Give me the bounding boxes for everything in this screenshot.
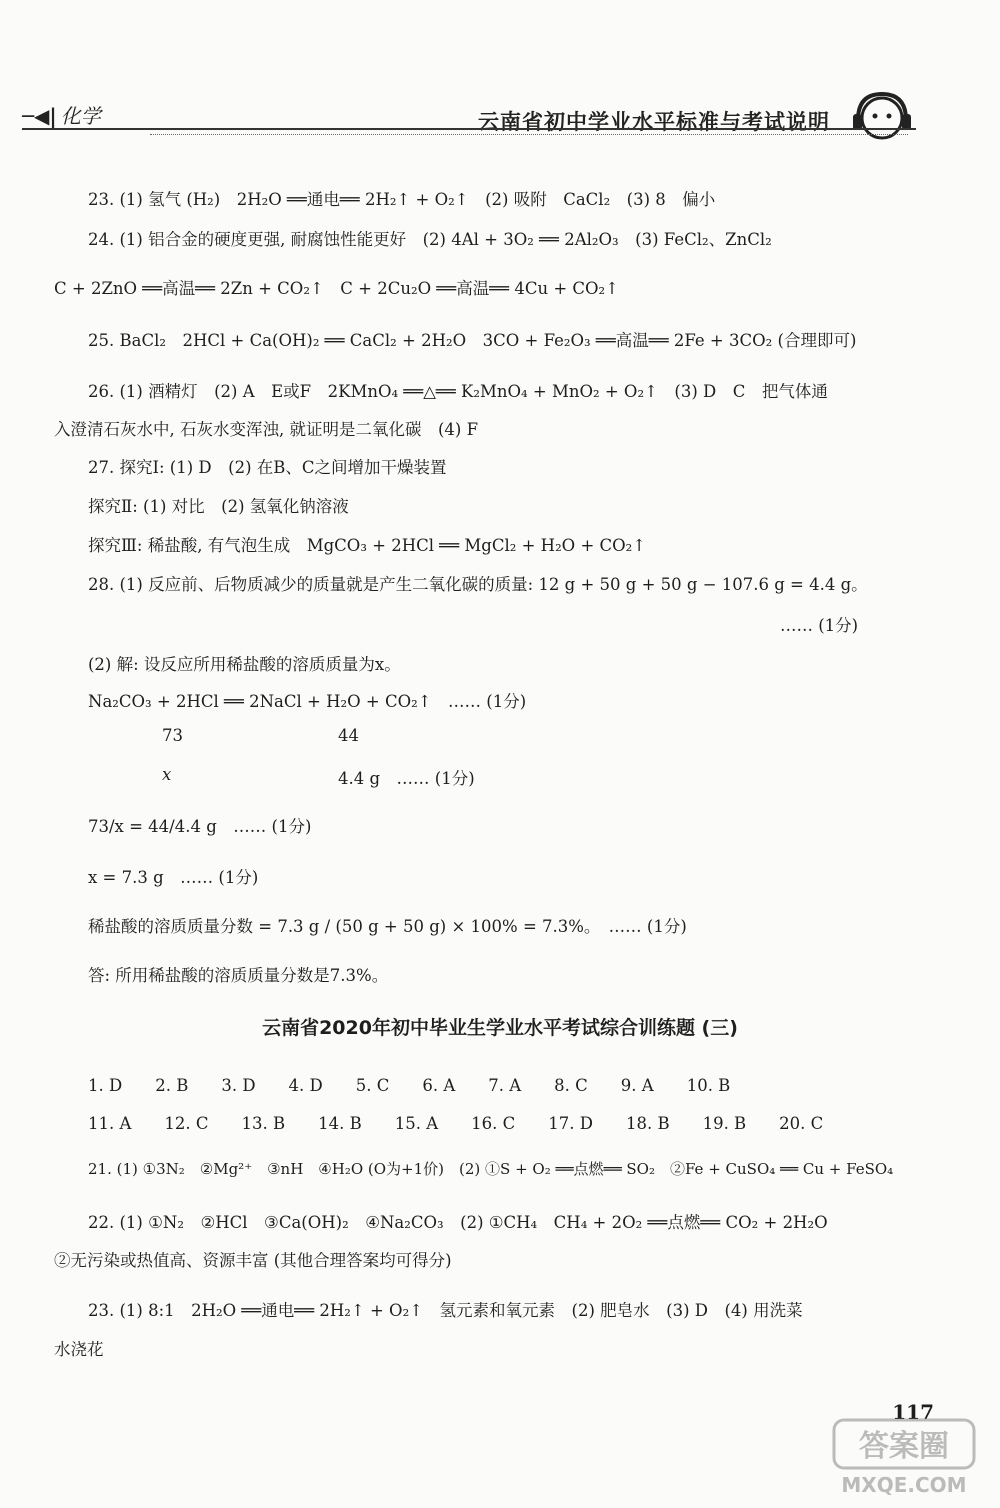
svg-text:答案圈: 答案圈 [859, 1429, 949, 1464]
header-rule [22, 128, 916, 130]
fraction-line: 稀盐酸的溶质质量分数 = 7.3 g / (50 g + 50 g) × 100% = 7.3%。 …… (1分) [88, 917, 687, 936]
page-number: 117 [892, 1400, 934, 1424]
ratio-value: 4.4 g …… (1分) [338, 769, 475, 788]
conclusion-line: 答: 所用稀盐酸的溶质质量分数是7.3%。 [88, 966, 389, 985]
mc-answers-row: 1. D 2. B 3. D 4. D 5. C 6. A 7. A 8. C 9. A 10. B [88, 1076, 731, 1095]
mc-answers-row: 11. A 12. C 13. B 14. B 15. A 16. C 17. D 18. B 19. B 20. C [88, 1114, 824, 1133]
answer-line: ②无污染或热值高、资源丰富 (其他合理答案均可得分) [54, 1251, 452, 1270]
svg-text:MXQE.COM: MXQE.COM [841, 1473, 967, 1497]
ratio-value: 73 [162, 726, 183, 745]
answer-line: 26. (1) 酒精灯 (2) A E或F 2KMnO₄ ══△══ K₂MnO₄ + MnO₂ + O₂↑ (3) D C 把气体通 [88, 382, 828, 401]
answer-line: 21. (1) ①3N₂ ②Mg²⁺ ③nH ④H₂O (O为+1价) (2) ①S + O₂ ══点燃══ SO₂ ②Fe + CuSO₄ ══ Cu + FeSO₄ [88, 1160, 894, 1178]
answer-line: 24. (1) 铝合金的硬度更强, 耐腐蚀性能更好 (2) 4Al + 3O₂ ══ 2Al₂O₃ (3) FeCl₂、ZnCl₂ [88, 230, 772, 249]
answer-line: (2) 解: 设反应所用稀盐酸的溶质质量为x。 [88, 655, 401, 674]
subject-label: 化学 [60, 104, 101, 128]
mascot-headphones-icon [850, 88, 914, 146]
ratio-value: 44 [338, 726, 359, 745]
answer-line: 探究Ⅲ: 稀盐酸, 有气泡生成 MgCO₃ + 2HCl ══ MgCl₂ + H₂O + CO₂↑ [88, 536, 647, 555]
answer-line: C + 2ZnO ══高温══ 2Zn + CO₂↑ C + 2Cu₂O ══高温══ 4Cu + CO₂↑ [54, 279, 619, 298]
ratio-value: x [162, 765, 172, 784]
answer-line: 25. BaCl₂ 2HCl + Ca(OH)₂ ══ CaCl₂ + 2H₂O 3CO + Fe₂O₃ ══高温══ 2Fe + 3CO₂ (合理即可) [88, 331, 857, 350]
answer-line: 水浇花 [54, 1340, 104, 1359]
answer-line: 27. 探究Ⅰ: (1) D (2) 在B、C之间增加干燥装置 [88, 458, 447, 477]
subject-tag [22, 100, 101, 129]
answer-line: 23. (1) 8:1 2H₂O ══通电══ 2H₂↑ + O₂↑ 氢元素和氧元素 (2) 肥皂水 (3) D (4) 用洗菜 [88, 1301, 803, 1320]
answer-line: 23. (1) 氢气 (H₂) 2H₂O ══通电══ 2H₂↑ + O₂↑ (2) 吸附 CaCl₂ (3) 8 偏小 [88, 190, 716, 209]
answer-line: 探究Ⅱ: (1) 对比 (2) 氢氧化钠溶液 [88, 497, 349, 516]
answer-line: 22. (1) ①N₂ ②HCl ③Ca(OH)₂ ④Na₂CO₃ (2) ①CH₄ CH₄ + 2O₂ ══点燃══ CO₂ + 2H₂O [88, 1213, 828, 1232]
equation-line: Na₂CO₃ + 2HCl ══ 2NaCl + H₂O + CO₂↑ …… (1分) [88, 692, 527, 711]
book-title: 云南省初中学业水平标准与考试说明 [478, 110, 830, 134]
proportion-line: 73/x = 44/4.4 g …… (1分) [88, 817, 312, 836]
section-title: 云南省2020年初中毕业生学业水平考试综合训练题 (三) [262, 1017, 738, 1039]
answer-line: 入澄清石灰水中, 石灰水变浑浊, 就证明是二氧化碳 (4) F [54, 420, 479, 439]
book-logo-icon: ─◀| [22, 104, 57, 128]
header-dotted-rule [150, 134, 908, 135]
watermark-logo [830, 1416, 978, 1500]
answer-line: 28. (1) 反应前、后物质减少的质量就是产生二氧化碳的质量: 12 g + 50 g + 50 g − 107.6 g = 4.4 g。 [88, 575, 868, 594]
result-line: x = 7.3 g …… (1分) [88, 868, 259, 887]
score-note: …… (1分) [780, 616, 859, 635]
